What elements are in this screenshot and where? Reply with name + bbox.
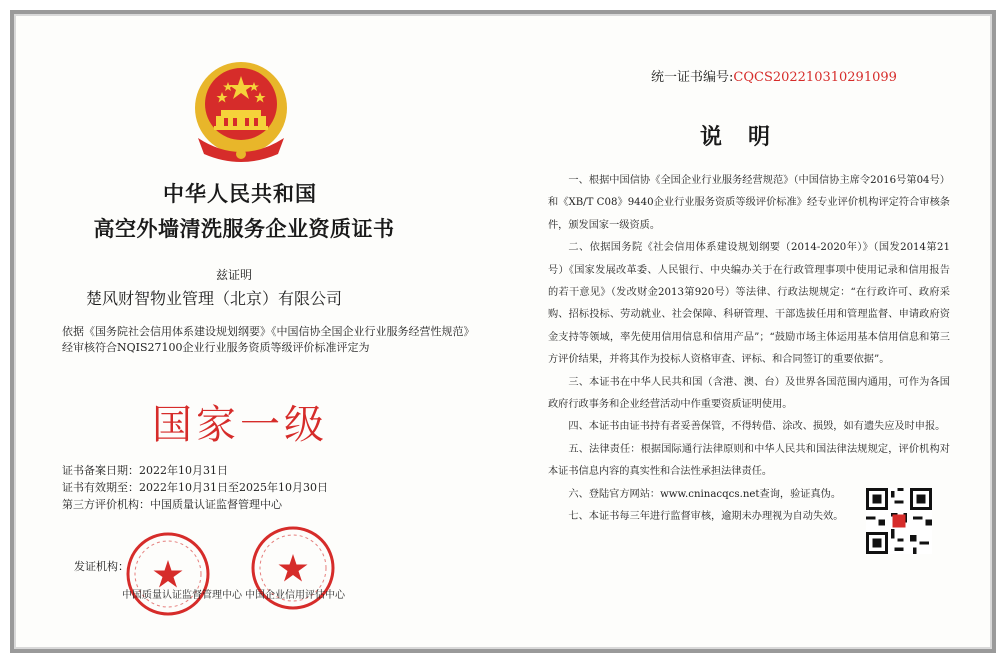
issuer-label: 发证机构： (74, 560, 129, 573)
note-item: 二、依据国务院《社会信用体系建设规划纲要（2014-2020年）》（国发2014第21号）《国家发展改革委、人民银行、中央编办关于在行政管理事项中使用记录和信用报告的若干意见》（发改财金2013第920号）等法律、行政法规规定：“在行政许可、政府采购、招标投标、劳动就业、社会保障、科研管理、干部选拔任用和管理监督、申请政府资金支持等领域，率先使用信用信息和信用产品”；“鼓励市场主体运用基本信用信息和第三方评价结果，并将其作为投标人资格审查、评标、和合同签订的重要依据”。 (548, 242, 950, 366)
note-item: 六、登陆官方网站：www.cninacqcs.net查询，验证真伪。 (568, 488, 842, 500)
filing-date: 证书备案日期：2022年10月31日 (62, 464, 228, 477)
issuer-name-2: 中国企业信用评估中心 (245, 590, 345, 601)
company-name: 楚风财智物业管理（北京）有限公司 (86, 289, 343, 308)
red-seal-icon (124, 530, 212, 618)
certification-grade: 国家一级 (152, 402, 328, 448)
notes-list (548, 170, 950, 529)
certificate-number-value: CQCS202210310291099 (733, 70, 897, 85)
note-item: 一、根据中国信协《全国企业行业服务经营规范》（中国信协主席令2016号第04号）和《XB/T C08》9440企业行业服务资质等级评价标准》经专业评价机构评定符合审核条件，颁发国家一级资质。 (548, 175, 950, 231)
note-item: 四、本证书由证书持有者妥善保管，不得转借、涂改、损毁，如有遗失应及时申报。 (568, 421, 946, 433)
certificate-number-label: 统一证书编号: (651, 70, 734, 85)
certificate-title-country: 中华人民共和国 (163, 182, 317, 206)
national-emblem-icon (188, 58, 294, 170)
hereby-label: 兹证明 (216, 268, 253, 282)
issuer-name-1: 中国质量认证监督管理中心 (122, 590, 242, 601)
certificate-title: 高空外墙清洗服务企业资质证书 (93, 217, 395, 241)
certificate-dates (62, 462, 328, 513)
note-item: 七、本证书每三年进行监督审核，逾期未办理视为自动失效。 (568, 511, 844, 523)
qr-code-icon (866, 488, 932, 554)
evaluation-agency: 第三方评价机构：中国质量认证监督管理中心 (62, 498, 282, 511)
certification-basis: 依据《国务院社会信用体系建设规划纲要》《中国信协全国企业行业服务经营性规范》经审核符合NQIS27100企业行业服务资质等级评价标准评定为 (62, 325, 475, 354)
note-item: 三、本证书在中华人民共和国（含港、澳、台）及世界各国范围内通用，可作为各国政府行政事务和企业经营活动中作重要资质证明使用。 (548, 376, 950, 411)
validity-period: 证书有效期至：2022年10月31日至2025年10月30日 (62, 481, 328, 494)
note-item: 五、法律责任：根据国际通行法律原则和中华人民共和国法律法规规定，评价机构对本证书信息内容的真实性和合法性承担法律责任。 (548, 443, 950, 478)
certificate-number (651, 66, 897, 85)
notes-heading: 说明 (700, 124, 797, 150)
